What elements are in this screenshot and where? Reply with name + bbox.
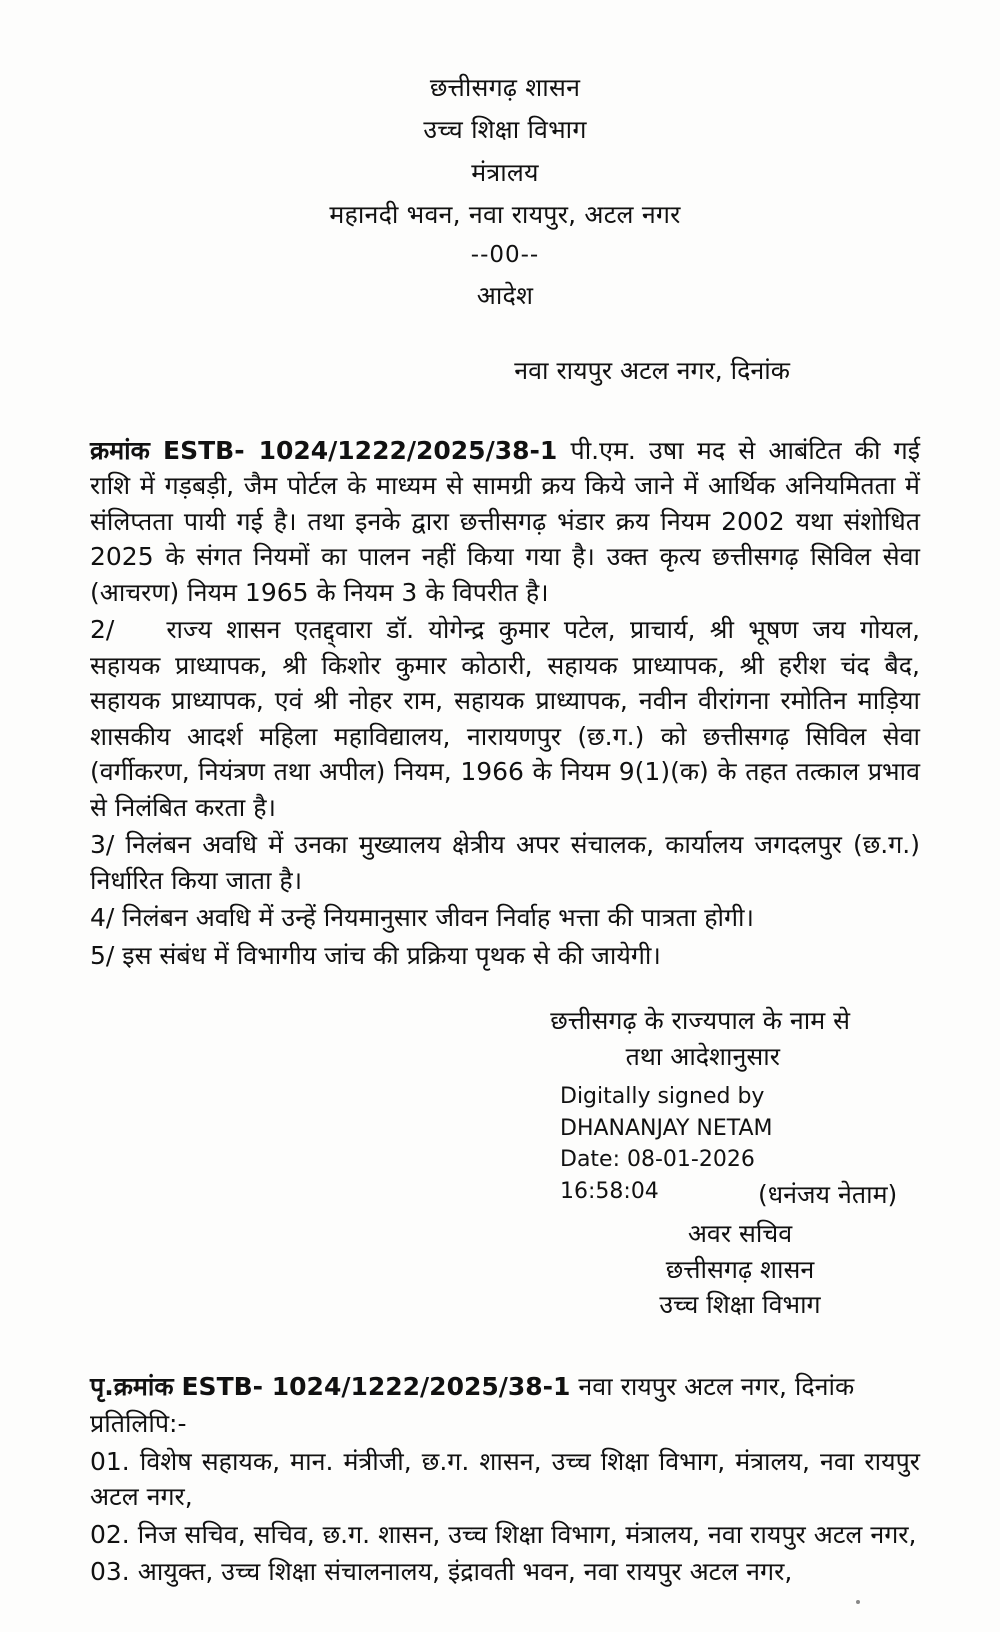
paragraph-4 xyxy=(90,900,920,936)
digital-signature-line-1: Digitally signed by xyxy=(560,1084,765,1110)
digital-signature-date: Date: 08-01-2026 xyxy=(560,1147,755,1173)
digital-signature-time: 16:58:04 xyxy=(560,1178,659,1204)
copy-to-label: प्रतिलिपि:- xyxy=(90,1409,187,1438)
paragraph-5 xyxy=(90,938,920,974)
endorsement-label: पृ.क्रमांक xyxy=(90,1371,174,1401)
header-line-ministry: मंत्रालय xyxy=(471,157,539,187)
place-and-date: नवा रायपुर अटल नगर, दिनांक xyxy=(514,355,790,385)
order-number-value: ESTB- 1024/1222/2025/38-1 xyxy=(163,435,558,465)
paragraph-4-number: 4/ xyxy=(90,903,115,933)
signature-block xyxy=(90,1003,920,1322)
endorsement-number: ESTB- 1024/1222/2025/38-1 xyxy=(181,1371,571,1401)
copy-list-item: 01. विशेष सहायक, मान. मंत्रीजी, छ.ग. शासन, उच्च शिक्षा विभाग, मंत्रालय, नवा रायपुर अटल नगर, xyxy=(90,1446,920,1511)
document-header xyxy=(90,70,920,315)
header-line-order-title: आदेश xyxy=(476,281,534,311)
by-order-line-1: छत्तीसगढ़ के राज्यपाल के नाम से xyxy=(550,1006,850,1036)
page-artifact-dot xyxy=(856,1600,860,1604)
document-body xyxy=(90,433,920,974)
signatory-designation: अवर सचिव xyxy=(687,1219,793,1248)
digital-signature-stamp xyxy=(560,1082,920,1214)
signatory-details xyxy=(560,1216,920,1323)
paragraph-2-number: 2/ xyxy=(90,615,115,645)
copy-list-item: 02. निज सचिव, सचिव, छ.ग. शासन, उच्च शिक्षा विभाग, मंत्रालय, नवा रायपुर अटल नगर, xyxy=(90,1519,917,1549)
copy-list-item: 03. आयुक्त, उच्च शिक्षा संचालनालय, इंद्रावती भवन, नवा रायपुर अटल नगर, xyxy=(90,1557,793,1586)
header-separator: --00-- xyxy=(470,242,540,268)
endorsement-number-line xyxy=(90,1369,920,1405)
signatory-org-line-2: उच्च शिक्षा विभाग xyxy=(659,1290,821,1319)
paragraph-1-text: पी.एम. उषा मद से आबंटित की गई राशि में गड़बड़ी, जैम पोर्टल के माध्यम से सामग्री क्रय किये जाने में आर्थिक अनियमितता में संलिप्तता पायी गई है। तथा इनके द्वारा छत्तीसगढ़ भंडार क्रय नियम 2002 यथा संशोधित 2025 के संगत नियमों का पालन नहीं किया गया है। उक्त कृत्य छत्तीसगढ़ सिविल सेवा (आचरण) नियम 1965 के नियम 3 के विपरीत है। xyxy=(90,435,921,607)
order-number-label: क्रमांक xyxy=(90,435,150,465)
header-line-government: छत्तीसगढ़ शासन xyxy=(429,73,581,102)
paragraph-2 xyxy=(90,612,920,825)
paragraph-3 xyxy=(90,827,920,898)
by-order-line-2: तथा आदेशानुसार xyxy=(625,1041,780,1071)
paragraph-1 xyxy=(90,433,920,611)
paragraph-3-text: निलंबन अवधि में उनका मुख्यालय क्षेत्रीय अपर संचालक, कार्यालय जगदलपुर (छ.ग.) निर्धारित किया जाता है। xyxy=(90,830,920,895)
paragraph-4-text: निलंबन अवधि में उन्हें नियमानुसार जीवन निर्वाह भत्ता की पात्रता होगी। xyxy=(122,903,754,933)
signatory-name: (धनंजय नेताम) xyxy=(758,1179,898,1209)
endorsement-place-date: नवा रायपुर अटल नगर, दिनांक xyxy=(578,1371,855,1401)
endorsement-block xyxy=(90,1369,920,1590)
paragraph-5-text: इस संबंध में विभागीय जांच की प्रक्रिया पृथक से की जायेगी। xyxy=(122,940,661,970)
digital-signature-signer: DHANANJAY NETAM xyxy=(560,1115,773,1141)
signatory-org-line-1: छत्तीसगढ़ शासन xyxy=(665,1254,815,1284)
header-line-department: उच्च शिक्षा विभाग xyxy=(423,115,587,145)
paragraph-2-text: राज्य शासन एतद्द्वारा डॉ. योगेन्द्र कुमार पटेल, प्राचार्य, श्री भूषण जय गोयल, सहायक प्राध्यापक, श्री किशोर कुमार कोठारी, सहायक प्राध्यापक, श्री हरीश चंद बैद, सहायक प्राध्यापक, एवं श्री नोहर राम, सहायक प्राध्यापक, नवीन वीरांगना रमोतिन माड़िया शासकीय आदर्श महिला महाविद्यालय, नारायणपुर (छ.ग.) को छत्तीसगढ़ सिविल सेवा (वर्गीकरण, नियंत्रण तथा अपील) नियम, 1966 के नियम 9(1)(क) के तहत तत्काल प्रभाव से निलंबित करता है। xyxy=(90,615,920,822)
header-line-address: महानदी भवन, नवा रायपुर, अटल नगर xyxy=(329,199,681,229)
paragraph-3-number: 3/ xyxy=(90,830,115,860)
paragraph-5-number: 5/ xyxy=(90,940,115,970)
digital-signature-time-row xyxy=(560,1177,920,1215)
